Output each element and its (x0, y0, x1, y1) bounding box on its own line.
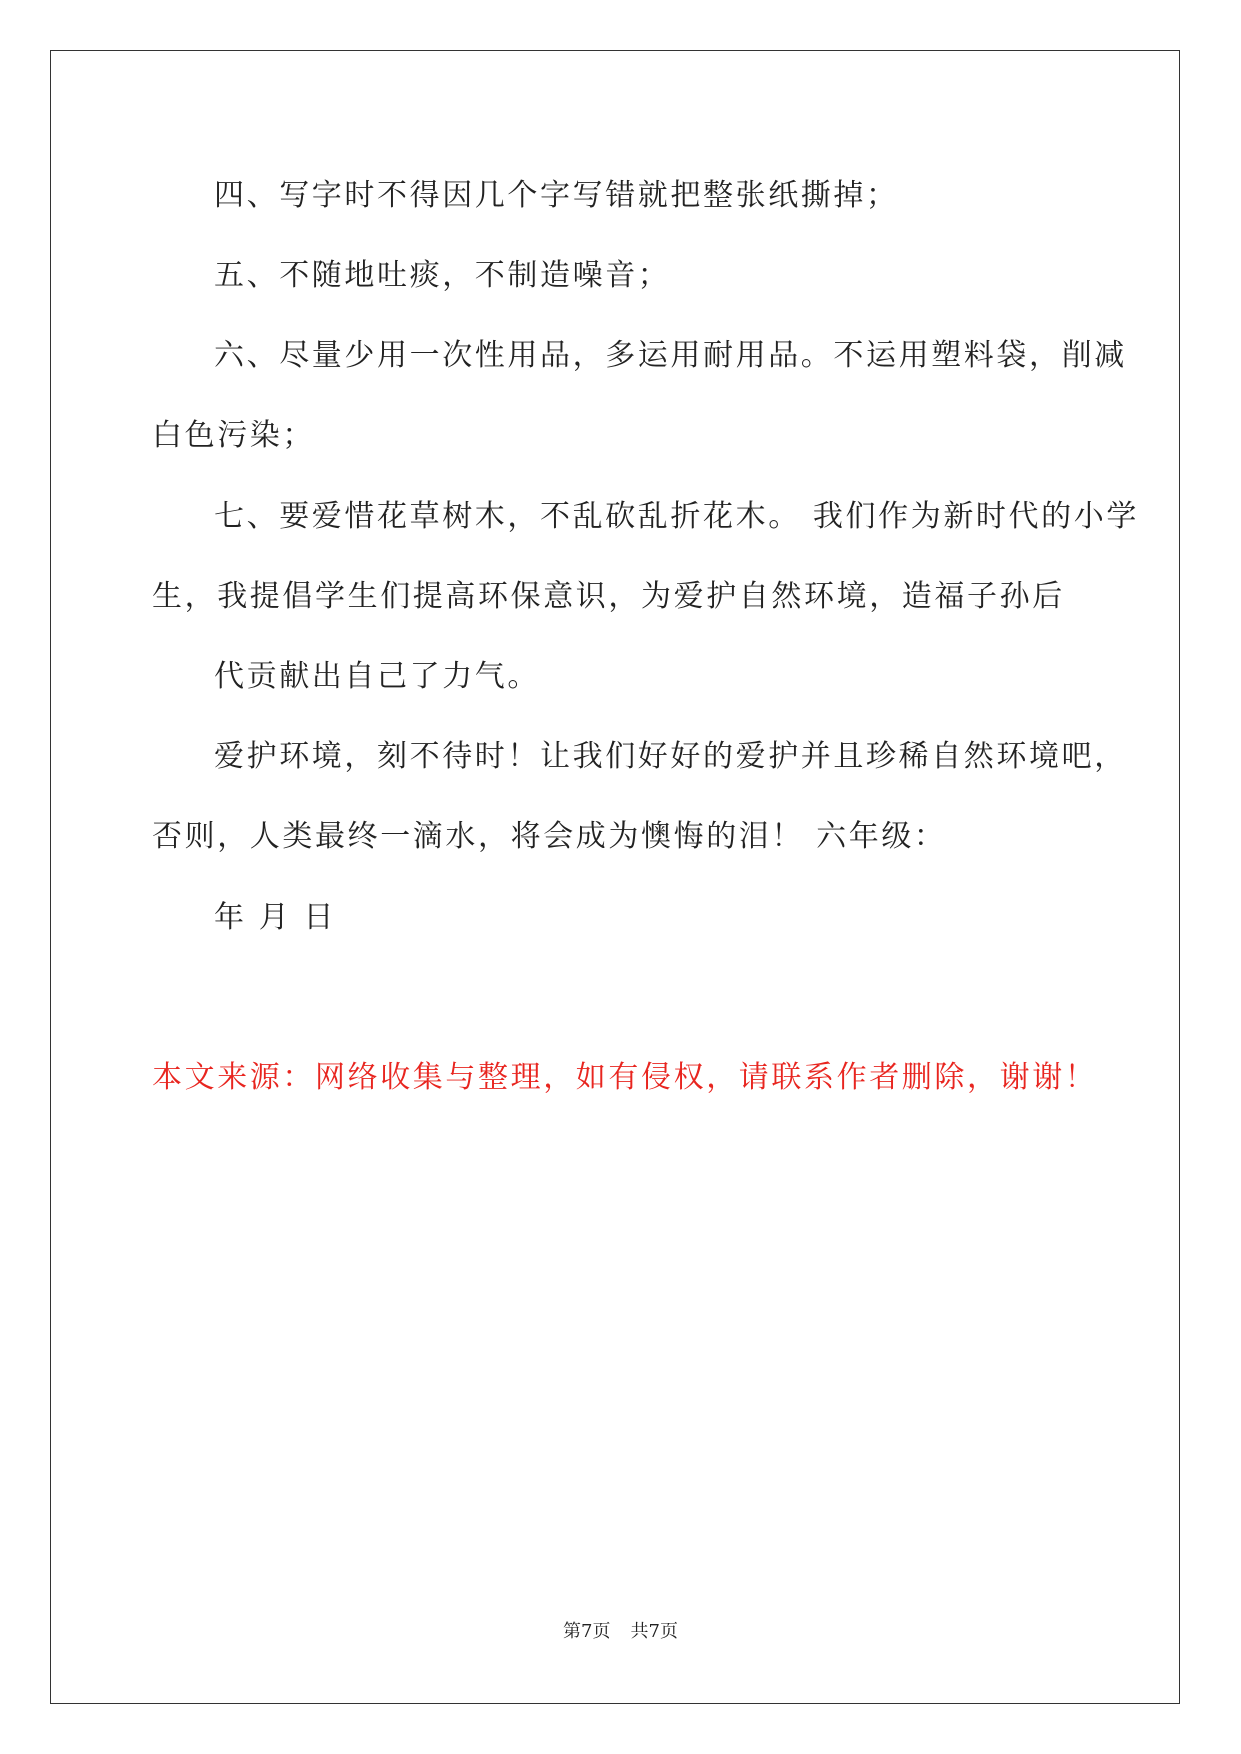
paragraph-line: 白色污染； (152, 418, 315, 453)
paragraph-line: 生，我提倡学生们提高环保意识，为爱护自然环境，造福子孙后 (152, 579, 1065, 614)
page-total: 共7页 (630, 1621, 678, 1642)
source-note: 本文来源：网络收集与整理，如有侵权，请联系作者删除，谢谢！ (152, 1060, 1098, 1095)
page-frame (50, 50, 1180, 1704)
page-number: 第7页 (563, 1621, 611, 1642)
paragraph-line: 五、不随地吐痰，不制造噪音； (214, 258, 671, 293)
date-line: 年 月 日 (214, 900, 337, 935)
paragraph-line: 爱护环境，刻不待时！让我们好好的爱护并且珍稀自然环境吧， (214, 739, 1127, 774)
paragraph-line: 六、尽量少用一次性用品，多运用耐用品。不运用塑料袋，削减 (214, 338, 1127, 373)
page-footer (0, 1620, 1241, 1644)
paragraph-line: 四、写字时不得因几个字写错就把整张纸撕掉； (214, 178, 899, 213)
paragraph-line: 代贡献出自己了力气。 (214, 659, 540, 694)
paragraph-line: 七、要爱惜花草树木，不乱砍乱折花木。 我们作为新时代的小学 (214, 499, 1139, 534)
paragraph-line: 否则，人类最终一滴水，将会成为懊悔的泪！ 六年级： (152, 819, 947, 854)
